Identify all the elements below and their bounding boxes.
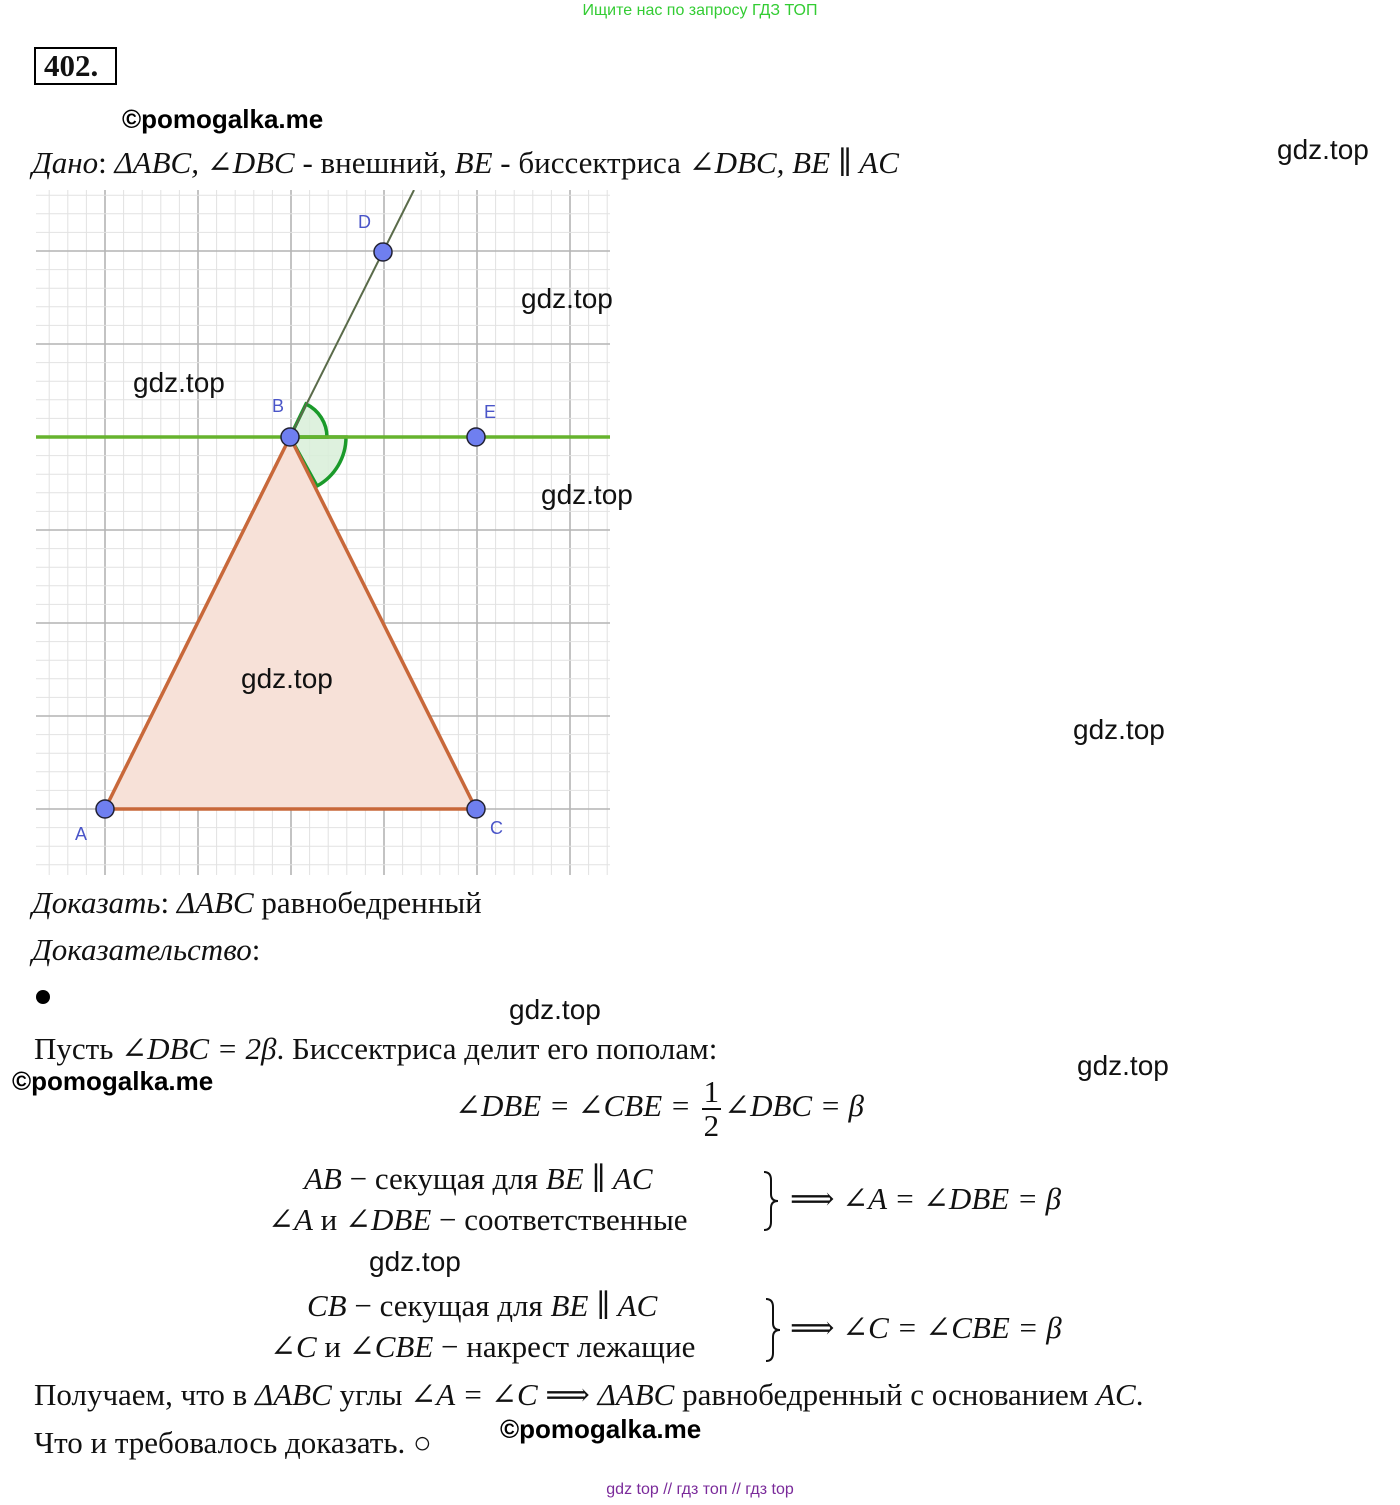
system-2-line-1	[307, 1288, 657, 1324]
concl-text-2: углы	[331, 1377, 411, 1412]
bullet-dot	[36, 990, 50, 1004]
footer-links: gdz top // гдз топ // гдз top	[606, 1481, 794, 1498]
site-watermark-2: gdz.top	[521, 283, 613, 314]
eq1-numerator: 1	[703, 1074, 720, 1109]
point-e	[467, 428, 485, 446]
sys1-l2-math-a: ∠A	[268, 1202, 313, 1237]
system-1-line-1	[304, 1161, 653, 1197]
site-watermark-3: gdz.top	[133, 367, 225, 398]
copyright-watermark-3: ©pomogalka.me	[500, 1414, 702, 1444]
qed-line: Что и требовалось доказать. ○	[34, 1425, 432, 1460]
label-e: E	[484, 402, 497, 422]
point-c	[467, 800, 485, 818]
eq1-right: ∠DBC = β	[724, 1088, 864, 1124]
eq1-denominator: 2	[703, 1108, 720, 1143]
sys1-l2-text-b: − соответственные	[431, 1202, 688, 1237]
label-b: B	[272, 396, 285, 416]
top-banner: Ищите нас по запросу ГДЗ ТОП	[582, 2, 818, 19]
conclusion-line	[34, 1377, 1144, 1413]
proof-heading: Доказательство:	[32, 932, 261, 967]
system-1-result: ⟹ ∠A = ∠DBE = β	[790, 1181, 1062, 1216]
concl-math-2: ∠A = ∠C ⟹ ΔABC	[410, 1377, 675, 1412]
label-a: A	[75, 824, 88, 844]
eq1-fraction	[702, 1076, 722, 1142]
given-label: Дано	[32, 145, 99, 180]
system-2-line-2	[270, 1329, 695, 1365]
proof-line-1-text-a: Пусть	[34, 1031, 122, 1066]
sys2-l1-math-a: CB	[307, 1288, 347, 1323]
site-watermark-9: gdz.top	[369, 1246, 461, 1277]
given-math-2: BE	[454, 145, 493, 180]
sys2-l2-math-b: ∠CBE	[348, 1329, 434, 1364]
given-math-3: ∠DBC, BE ∥ AC	[688, 145, 899, 180]
eq1-left: ∠DBE = ∠CBE =	[455, 1088, 691, 1124]
site-watermark-5: gdz.top	[241, 663, 333, 694]
task-number: 402.	[34, 47, 117, 85]
given-text-2: - биссектриса	[492, 145, 689, 180]
sys1-l1-text: − секущая для	[341, 1161, 546, 1196]
concl-math-1: ΔABC	[255, 1377, 332, 1412]
sys2-l2-math-a: ∠C	[270, 1329, 317, 1364]
sys1-l1-math-a: AB	[304, 1161, 342, 1196]
proof-line-1	[34, 1031, 717, 1067]
system-1-line-2	[268, 1202, 688, 1238]
sys2-l2-text-a: и	[316, 1329, 349, 1364]
sys1-l2-text-a: и	[312, 1202, 346, 1237]
prove-label: Доказать	[32, 885, 161, 920]
given-text-1: - внешний,	[294, 145, 455, 180]
site-watermark-4: gdz.top	[541, 479, 633, 510]
sys1-l2-math-b: ∠DBE	[345, 1202, 432, 1237]
equation-1	[455, 1076, 864, 1142]
point-b	[281, 428, 299, 446]
sys2-l1-text: − секущая для	[346, 1288, 551, 1323]
system-2-result: ⟹ ∠C = ∠CBE = β	[790, 1310, 1062, 1345]
point-d	[374, 243, 392, 261]
site-watermark-6: gdz.top	[1073, 714, 1165, 745]
concl-text-3: равнобедренный с основанием	[674, 1377, 1097, 1412]
point-a	[96, 800, 114, 818]
prove-text: равнобедренный	[253, 885, 482, 920]
prove-line: Доказать: ΔABC равнобедренный	[32, 885, 482, 920]
copyright-watermark-1: ©pomogalka.me	[122, 104, 324, 134]
concl-math-3: AC	[1096, 1377, 1136, 1412]
site-watermark-8: gdz.top	[1077, 1050, 1169, 1081]
proof-label: Доказательство	[32, 932, 252, 967]
system-2-brace	[762, 1297, 784, 1363]
sys1-l1-math-b: BE ∥ AC	[545, 1161, 653, 1196]
label-c: C	[490, 818, 503, 838]
sys2-l1-math-b: BE ∥ AC	[550, 1288, 658, 1323]
label-d: D	[358, 212, 371, 232]
concl-text-4: .	[1135, 1377, 1144, 1412]
site-watermark-7: gdz.top	[509, 994, 601, 1025]
given-line: Дано: ΔABC, ∠DBC - внешний, BE - биссектриса ∠DBC, BE ∥ AC	[32, 145, 899, 180]
proof-line-1-text-b: . Биссектриса делит его пополам:	[276, 1031, 718, 1066]
given-math-1: ΔABC, ∠DBC	[114, 145, 295, 180]
concl-text-1: Получаем, что в	[34, 1377, 256, 1412]
prove-math: ΔABC	[176, 885, 254, 920]
proof-line-1-math: ∠DBC = 2β	[121, 1031, 277, 1066]
copyright-watermark-2: ©pomogalka.me	[12, 1066, 214, 1096]
system-1-brace	[760, 1170, 782, 1232]
sys2-l2-text-b: − накрест лежащие	[433, 1329, 696, 1364]
site-watermark-1: gdz.top	[1277, 134, 1369, 165]
